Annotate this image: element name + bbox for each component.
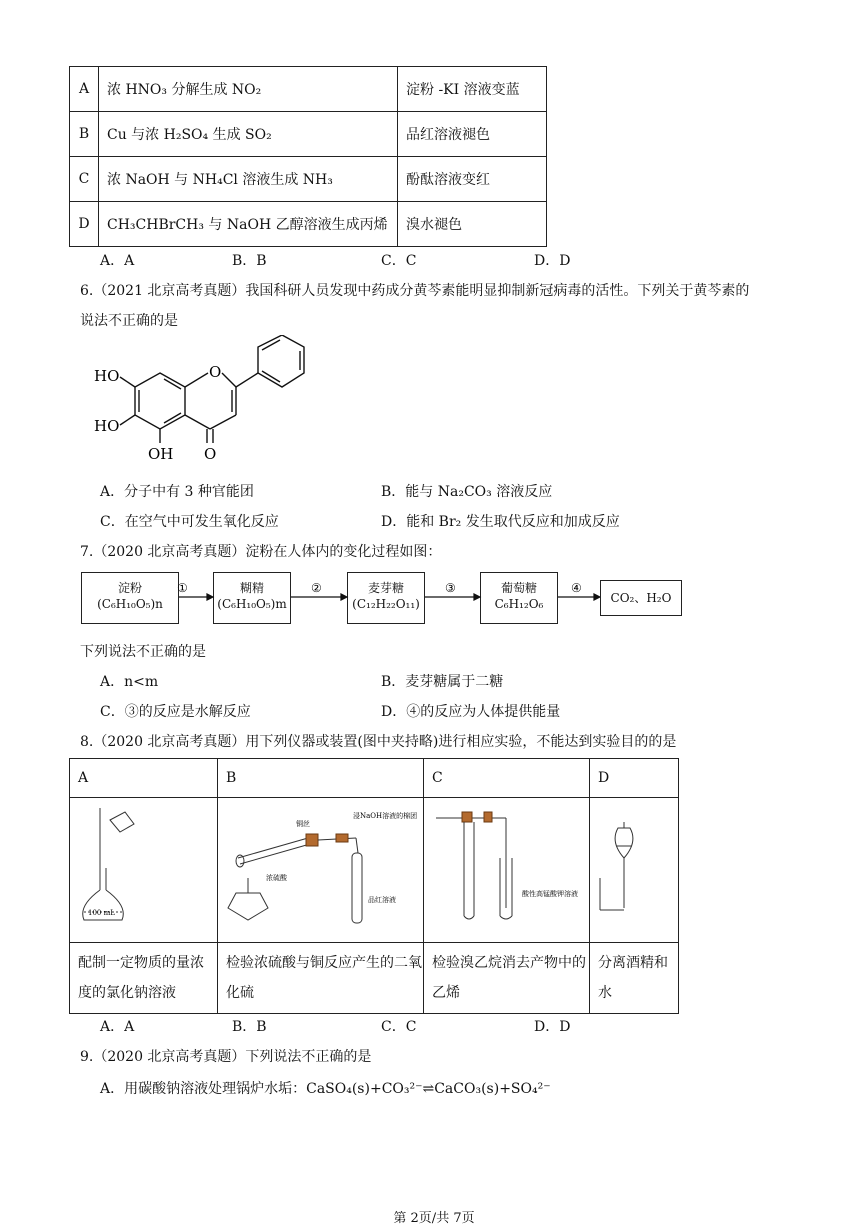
q6-stem: 6.（2021 北京高考真题）我国科研人员发现中药成分黄芩素能明显抑制新冠病毒的活性。下列关于黄芩素的 bbox=[80, 283, 750, 299]
q6-option-c[interactable]: C．在空气中可发生氧化反应 bbox=[100, 514, 279, 530]
q8-option-b[interactable]: B．B bbox=[232, 1019, 267, 1035]
step-4: ④ bbox=[571, 581, 582, 595]
table-row: A 浓 HNO₃ 分解生成 NO₂ 淀粉 -KI 溶液变蓝 bbox=[70, 67, 547, 112]
q8-table bbox=[69, 758, 679, 1014]
q9-stem: 9.（2020 北京高考真题）下列说法不正确的是 bbox=[80, 1049, 372, 1065]
q5-table bbox=[69, 66, 547, 247]
q6-option-d[interactable]: D．能和 Br₂ 发生取代反应和加成反应 bbox=[381, 514, 620, 530]
apparatus-d bbox=[590, 798, 679, 943]
baicalein-structure bbox=[90, 335, 330, 465]
q7-option-b[interactable]: B．麦芽糖属于二糖 bbox=[381, 674, 504, 690]
page-footer: 第 2页/共 7页 bbox=[393, 1211, 475, 1226]
apparatus-b bbox=[218, 798, 424, 943]
table-row: A B C D bbox=[70, 759, 679, 798]
svg-text:铜丝: 铜丝 bbox=[296, 820, 310, 828]
keto-oxygen-label: O bbox=[204, 445, 217, 463]
apparatus-c bbox=[424, 798, 590, 943]
flow-arrows bbox=[177, 580, 600, 614]
step-3: ③ bbox=[445, 581, 456, 595]
step-1: ① bbox=[177, 581, 188, 595]
q7-option-c[interactable]: C．③的反应是水解反应 bbox=[100, 704, 251, 720]
table-row: B Cu 与浓 H₂SO₄ 生成 SO₂ 品红溶液褪色 bbox=[70, 112, 547, 157]
ho-label-2: HO bbox=[94, 417, 120, 435]
q8-option-a[interactable]: A．A bbox=[100, 1019, 135, 1035]
table-row: C 浓 NaOH 与 NH₄Cl 溶液生成 NH₃ 酚酞溶液变红 bbox=[70, 157, 547, 202]
svg-text:品红溶液: 品红溶液 bbox=[368, 896, 396, 904]
caption-d: 分离酒精和水 bbox=[590, 943, 679, 1014]
q7-question: 下列说法不正确的是 bbox=[80, 644, 206, 660]
svg-text:酸性高锰酸钾溶液: 酸性高锰酸钾溶液 bbox=[522, 890, 578, 898]
q6-stem-cont: 说法不正确的是 bbox=[80, 313, 178, 329]
table-row bbox=[70, 943, 679, 1014]
q5-option-a[interactable]: A．A bbox=[100, 253, 135, 269]
ho-label-1: HO bbox=[94, 367, 120, 385]
flow-box-dextrin: 糊精 (C₆H₁₀O₅)m bbox=[213, 572, 291, 624]
ring-oxygen-label: O bbox=[209, 363, 222, 381]
caption-a: 配制一定物质的量浓度的氯化钠溶液 bbox=[70, 943, 218, 1014]
q5-option-d[interactable]: D．D bbox=[534, 253, 571, 269]
svg-text:浓硫酸: 浓硫酸 bbox=[266, 874, 287, 882]
flow-box-maltose: 麦芽糖 (C₁₂H₂₂O₁₁) bbox=[347, 572, 425, 624]
q7-stem: 7.（2020 北京高考真题）淀粉在人体内的变化过程如图： bbox=[80, 544, 442, 560]
table-row: D CH₃CHBrCH₃ 与 NaOH 乙醇溶液生成丙烯 溴水褪色 bbox=[70, 202, 547, 247]
q7-option-a[interactable]: A．n<m bbox=[100, 674, 159, 690]
q7-option-d[interactable]: D．④的反应为人体提供能量 bbox=[381, 704, 561, 720]
q6-option-a[interactable]: A．分子中有 3 种官能团 bbox=[100, 484, 254, 500]
flow-box-products: CO₂、H₂O bbox=[600, 580, 682, 616]
step-2: ② bbox=[311, 581, 322, 595]
caption-c: 检验溴乙烷消去产物中的乙烯 bbox=[424, 943, 590, 1014]
table-row bbox=[70, 798, 679, 943]
q6-option-b[interactable]: B．能与 Na₂CO₃ 溶液反应 bbox=[381, 484, 553, 500]
q9-option-a[interactable]: A．用碳酸钠溶液处理锅炉水垢：CaSO₄(s)+CO₃²⁻⇌CaCO₃(s)+SO₄²⁻ bbox=[100, 1081, 551, 1097]
oh-label: OH bbox=[148, 445, 174, 463]
flow-box-starch: 淀粉 (C₆H₁₀O₅)n bbox=[81, 572, 179, 624]
q8-option-c[interactable]: C．C bbox=[381, 1019, 417, 1035]
q5-option-c[interactable]: C．C bbox=[381, 253, 417, 269]
apparatus-a bbox=[70, 798, 218, 943]
flow-box-glucose: 葡萄糖 C₆H₁₂O₆ bbox=[480, 572, 558, 624]
svg-text:浸NaOH溶液的棉团: 浸NaOH溶液的棉团 bbox=[353, 812, 418, 820]
q5-option-b[interactable]: B．B bbox=[232, 253, 267, 269]
q8-stem: 8.（2020 北京高考真题）用下列仪器或装置(图中夹持略)进行相应实验，不能达到实验目的的是 bbox=[80, 734, 677, 750]
q8-option-d[interactable]: D．D bbox=[534, 1019, 571, 1035]
svg-text:100 mL: 100 mL bbox=[88, 909, 115, 917]
caption-b: 检验浓硫酸与铜反应产生的二氧化硫 bbox=[218, 943, 424, 1014]
